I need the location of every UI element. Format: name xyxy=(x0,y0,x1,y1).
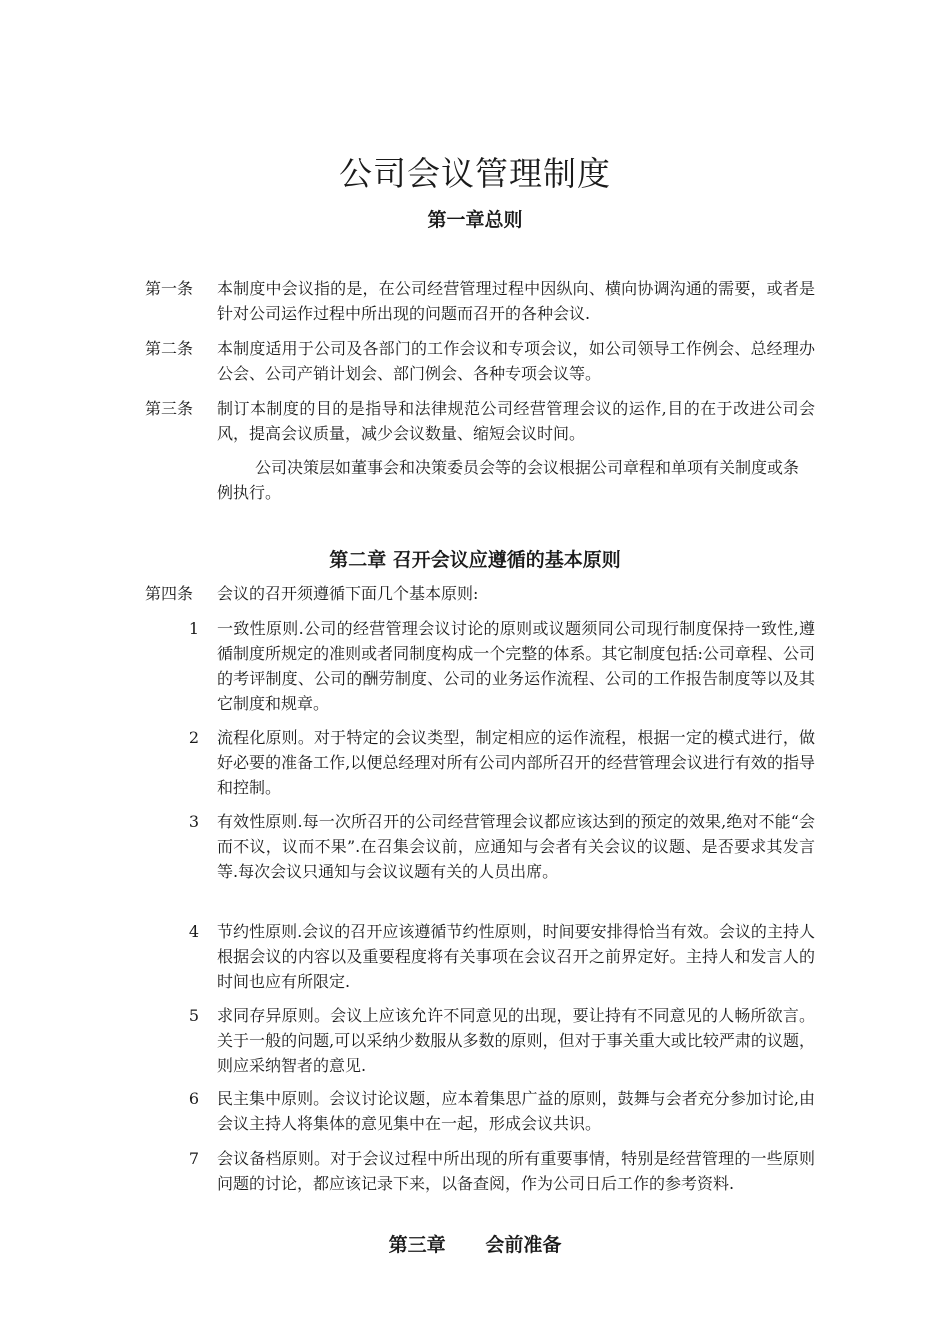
article-text: 本制度中会议指的是，在公司经营管理过程中因纵向、横向协调沟通的需要，或者是针对公司运作过程中所出现的问题而召开的各种会议. xyxy=(217,279,815,323)
principle-number: 7 xyxy=(188,1149,199,1168)
principle-text: 会议备档原则。对于会议过程中所出现的所有重要事情，特别是经营管理的一些原则问题的讨论，都应该记录下来，以备查阅，作为公司日后工作的参考资料. xyxy=(217,1149,815,1193)
chapter-3-heading: 第三章 会前准备 xyxy=(388,1234,562,1256)
principle-item xyxy=(145,809,815,884)
principle-number: 4 xyxy=(188,922,199,941)
article-text: 本制度适用于公司及各部门的工作会议和专项会议，如公司领导工作例会、总经理办公会、公司产销计划会、部门例会、各种专项会议等。 xyxy=(217,339,815,383)
note-paragraph: 公司决策层如董事会和决策委员会等的会议根据公司章程和单项有关制度或条例执行。 xyxy=(217,458,800,502)
article-4 xyxy=(145,581,815,606)
article-label: 第四条 xyxy=(145,584,194,603)
principle-item xyxy=(145,616,815,716)
principle-number: 3 xyxy=(188,812,199,831)
principle-text: 有效性原则.每一次所召开的公司经营管理会议都应该达到的预定的效果,绝对不能“会而不议，议而不果”.在召集会议前，应通知与会者有关会议的议题、是否要求其发言等.每次会议只通知与会议议题有关的人员出席。 xyxy=(217,812,815,881)
principle-number: 2 xyxy=(188,728,199,747)
article-text: 制订本制度的目的是指导和法律规范公司经营管理会议的运作,目的在于改进公司会风，提高会议质量，减少会议数量、缩短会议时间。 xyxy=(217,399,815,443)
article-1 xyxy=(145,276,815,326)
principle-text: 民主集中原则。会议讨论议题，应本着集思广益的原则，鼓舞与会者充分参加讨论,由会议主持人将集体的意见集中在一起，形成会议共识。 xyxy=(217,1089,815,1133)
article-label: 第三条 xyxy=(145,399,194,418)
principle-item xyxy=(145,1146,815,1196)
principle-number: 1 xyxy=(188,619,199,638)
document-title: 公司会议管理制度 xyxy=(339,154,611,193)
principle-number: 6 xyxy=(188,1089,199,1108)
article-2 xyxy=(145,336,815,386)
chapter-1-heading: 第一章总则 xyxy=(427,209,523,231)
principle-item xyxy=(145,1003,815,1078)
principle-text: 流程化原则。对于特定的会议类型，制定相应的运作流程，根据一定的模式进行，做好必要的准备工作,以便总经理对所有公司内部所召开的经营管理会议进行有效的指导和控制。 xyxy=(217,728,815,797)
principle-text: 求同存异原则。会议上应该允许不同意见的出现，要让持有不同意见的人畅所欲言。关于一般的问题,可以采纳少数服从多数的原则，但对于事关重大或比较严肃的议题，则应采纳智者的意见. xyxy=(217,1006,815,1075)
principle-number: 5 xyxy=(188,1006,199,1025)
chapter-2-heading: 第二章 召开会议应遵循的基本原则 xyxy=(329,549,621,571)
principle-text: 一致性原则.公司的经营管理会议讨论的原则或议题须同公司现行制度保持一致性,遵循制度所规定的准则或者同制度构成一个完整的体系。其它制度包括:公司章程、公司的考评制度、公司的酬劳制度、公司的业务运作流程、公司的工作报告制度等以及其它制度和规章。 xyxy=(217,619,815,713)
article-text: 会议的召开须遵循下面几个基本原则: xyxy=(217,584,479,603)
principle-item xyxy=(145,1086,815,1136)
principle-item xyxy=(145,919,815,994)
article-label: 第二条 xyxy=(145,339,194,358)
principle-text: 节约性原则.会议的召开应该遵循节约性原则，时间要安排得恰当有效。会议的主持人根据会议的内容以及重要程度将有关事项在会议召开之前界定好。主持人和发言人的时间也应有所限定. xyxy=(217,922,815,991)
principle-item xyxy=(145,725,815,800)
article-3 xyxy=(145,396,815,446)
article-label: 第一条 xyxy=(145,279,194,298)
